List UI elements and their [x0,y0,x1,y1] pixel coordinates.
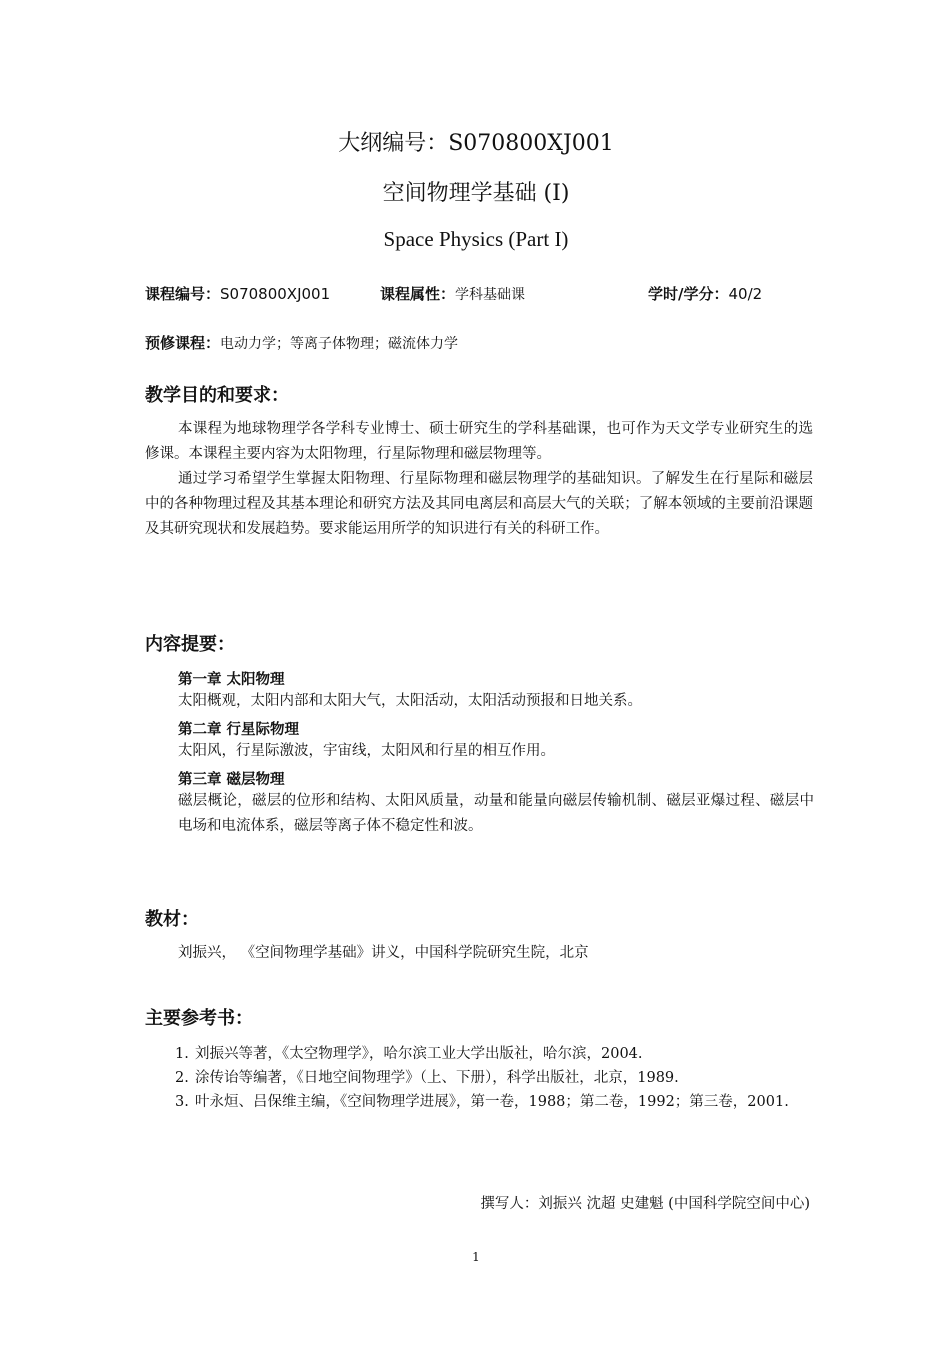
course-title-cn: 空间物理学基础 (I) [382,181,570,206]
reference-text: 叶永烜、吕保维主编，《空间物理学进展》，第一卷，1988；第二卷，1992；第三卷，2001. [195,1094,789,1110]
reference-list [175,1042,815,1114]
chapter-2-title: 第二章 行星际物理 [178,722,300,738]
reference-text: 刘振兴等著，《太空物理学》，哈尔滨工业大学出版社，哈尔滨，2004. [195,1046,643,1062]
list-item [175,1066,815,1090]
syllabus-number: 大纲编号：S070800XJ001 [338,131,614,156]
chapter-3-title: 第三章 磁层物理 [178,772,285,788]
chapter-1-body: 太阳概观，太阳内部和太阳大气，太阳活动，太阳活动预报和日地关系。 [178,693,642,709]
textbook-heading: 教材： [145,909,199,930]
prerequisite-label: 预修课程： [145,334,221,352]
list-item [175,1042,815,1066]
objectives-paragraph-2: 通过学习希望学生掌握太阳物理、行星际物理和磁层物理学的基础知识。了解发生在行星际和磁层中的各种物理过程及其基本理论和研究方法及其同电离层和高层大气的关联；了解本领域的主要前沿课题及其研究现状和发展趋势。要求能运用所学的知识进行有关的科研工作。 [145,471,813,537]
objectives-paragraph-1: 本课程为地球物理学各学科专业博士、硕士研究生的学科基础课，也可作为天文学专业研究生的选修课。本课程主要内容为太阳物理，行星际物理和磁层物理等。 [145,421,813,462]
course-attribute-value: 学科基础课 [455,287,526,303]
credit-hours-label: 学时/学分： [648,285,729,303]
course-attribute-row [380,283,525,304]
textbook-entry: 刘振兴， 《空间物理学基础》讲义，中国科学院研究生院，北京 [178,945,589,961]
page-number: 1 [472,1250,480,1264]
course-attribute-label: 课程属性： [380,285,456,303]
list-item [175,1090,815,1114]
credit-hours-value: 40/2 [728,285,763,303]
reference-text: 涂传诒等编著，《日地空间物理学》（上、下册），科学出版社，北京，1989. [195,1070,679,1086]
chapter-2-body: 太阳风，行星际激波，宇宙线，太阳风和行星的相互作用。 [178,743,555,759]
prerequisite-value: 电动力学；等离子体物理；磁流体力学 [220,336,459,352]
chapter-1-title: 第一章 太阳物理 [178,672,285,688]
course-number-row [145,283,330,304]
reference-number: 2. [175,1070,189,1086]
objectives-heading: 教学目的和要求： [145,385,289,406]
author-line: 撰写人：刘振兴 沈超 史建魁 (中国科学院空间中心) [480,1196,810,1212]
reference-number: 3. [175,1094,189,1110]
course-title-en: Space Physics (Part I) [383,227,569,251]
prerequisite-row [145,332,458,353]
credit-hours-row [648,283,762,304]
course-number-value: S070800XJ001 [220,285,331,303]
reference-number: 1. [175,1046,189,1062]
course-number-label: 课程编号： [145,285,221,303]
chapter-3-body: 磁层概论，磁层的位形和结构、太阳风质量，动量和能量向磁层传输机制、磁层亚爆过程、磁层中电场和电流体系，磁层等离子体不稳定性和波。 [178,793,814,834]
references-heading: 主要参考书： [145,1008,253,1029]
contents-heading: 内容提要： [145,634,235,655]
